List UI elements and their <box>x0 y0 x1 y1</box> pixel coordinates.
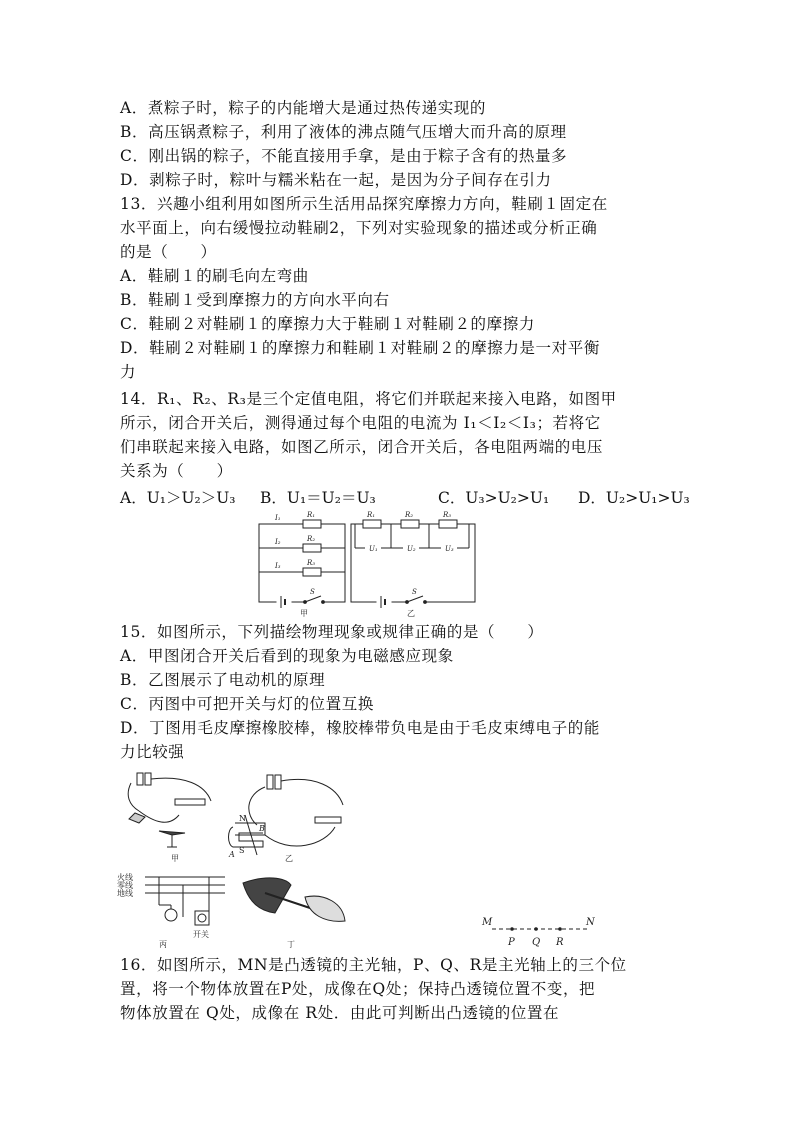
label-r1-series: R₁ <box>367 511 376 519</box>
q13-option-b: B．鞋刷１受到摩擦力的方向水平向右 <box>120 291 390 309</box>
label-s-series: S <box>412 588 417 596</box>
label-switch: 开关 <box>193 930 209 939</box>
q16-stem-line-1: 16．如图所示，MN是凸透镜的主光轴，P、Q、R是主光轴上的三个位 <box>120 956 627 974</box>
label-i1: I₁ <box>275 514 281 522</box>
q15-option-d-line-1: D．丁图用毛皮摩擦橡胶棒，橡胶棒带负电是由于毛皮束缚电子的能 <box>120 719 600 737</box>
label-n: N <box>586 917 595 928</box>
q14-stem-line-1: 14．R₁、R₂、R₃是三个定值电阻，将它们并联起来接入电路，如图甲 <box>120 390 617 408</box>
q13-stem-line-1: 13．兴趣小组利用如图所示生活用品探究摩擦力方向，鞋刷１固定在 <box>120 195 608 213</box>
label-r1-parallel: R₁ <box>307 511 316 519</box>
q13-stem-line-3: 的是（ ） <box>120 243 217 261</box>
q15-stem: 15．如图所示，下列描绘物理现象或规律正确的是（ ） <box>120 623 544 641</box>
q12-option-c: C．刚出锅的粽子，不能直接用手拿，是由于粽子含有的热量多 <box>120 147 568 165</box>
q16-stem-line-3: 物体放置在 Q处，成像在 R处．由此可判断出凸透镜的位置在 <box>120 1004 560 1022</box>
q15-option-c: C．丙图中可把开关与灯的位置互换 <box>120 695 374 713</box>
q16-stem-line-2: 置，将一个物体放置在P处，成像在Q处；保持凸透镜位置不变，把 <box>120 980 596 998</box>
caption-jia-15: 甲 <box>171 854 179 863</box>
caption-yi-15: 乙 <box>285 854 293 863</box>
label-s-parallel: S <box>310 588 315 596</box>
q14-option-a: A．U₁＞U₂＞U₃ <box>120 489 236 507</box>
q13-option-d-line-2: 力 <box>120 363 137 381</box>
q13-option-a: A．鞋刷１的刷毛向左弯曲 <box>120 267 309 285</box>
label-r2-series: R₂ <box>405 511 414 519</box>
q12-option-d: D．剥粽子时，粽叶与糯米粘在一起，是因为分子间存在引力 <box>120 171 552 189</box>
q14-option-c: C．U₃>U₂>U₁ <box>438 489 550 507</box>
q12-option-a: A．煮粽子时，粽子的内能增大是通过热传递实现的 <box>120 99 486 117</box>
label-u1: U₁ <box>369 545 378 553</box>
q15-option-d-line-2: 力比较强 <box>120 743 185 761</box>
caption-bing: 丙 <box>159 940 167 949</box>
caption-ding: 丁 <box>287 940 295 949</box>
label-magnet-n: N <box>239 814 246 823</box>
q15-option-b: B．乙图展示了电动机的原理 <box>120 671 326 689</box>
label-q: Q <box>532 937 541 948</box>
label-i3: I₃ <box>275 562 281 570</box>
q15-option-a: A．甲图闭合开关后看到的现象为电磁感应现象 <box>120 647 454 665</box>
label-r2-parallel: R₂ <box>307 535 316 543</box>
label-neutral-wire: 零线 <box>117 881 133 890</box>
label-point-b: B <box>259 824 265 833</box>
q14-stem-line-4: 关系为（ ） <box>120 462 233 480</box>
label-ground-wire: 地线 <box>117 889 133 898</box>
q13-option-c: C．鞋刷２对鞋刷１的摩擦力大于鞋刷１对鞋刷２的摩擦力 <box>120 315 535 333</box>
label-r: R <box>556 937 564 948</box>
label-u3: U₃ <box>445 545 454 553</box>
label-r3-series: R₃ <box>443 511 452 519</box>
label-r3-parallel: R₃ <box>307 559 316 567</box>
q12-option-b: B．高压锅煮粽子，利用了液体的沸点随气压增大而升高的原理 <box>120 123 567 141</box>
q14-stem-line-2: 所示，闭合开关后，测得通过每个电阻的电流为 I₁＜I₂＜I₃；若将它 <box>120 414 601 432</box>
q13-option-d-line-1: D．鞋刷２对鞋刷１的摩擦力和鞋刷１对鞋刷２的摩擦力是一对平衡 <box>120 339 600 357</box>
q15-figures <box>115 765 360 950</box>
label-m: M <box>482 917 493 928</box>
caption-jia-14: 甲 <box>300 609 308 618</box>
label-point-a: A <box>229 850 235 859</box>
q14-circuit-figure <box>255 508 480 618</box>
q14-option-b: B．U₁＝U₂＝U₃ <box>260 489 376 507</box>
label-live-wire: 火线 <box>117 873 133 882</box>
label-p: P <box>508 937 515 948</box>
q14-option-d: D．U₂>U₁>U₃ <box>578 489 690 507</box>
q16-axis-figure <box>480 915 600 951</box>
label-magnet-s: S <box>239 846 245 855</box>
q13-stem-line-2: 水平面上，向右缓慢拉动鞋刷2，下列对实验现象的描述或分析正确 <box>120 219 598 237</box>
caption-yi-14: 乙 <box>407 609 415 618</box>
q14-stem-line-3: 们串联起来接入电路，如图乙所示，闭合开关后，各电阻两端的电压 <box>120 438 604 456</box>
label-i2: I₂ <box>275 538 281 546</box>
label-u2: U₂ <box>407 545 416 553</box>
